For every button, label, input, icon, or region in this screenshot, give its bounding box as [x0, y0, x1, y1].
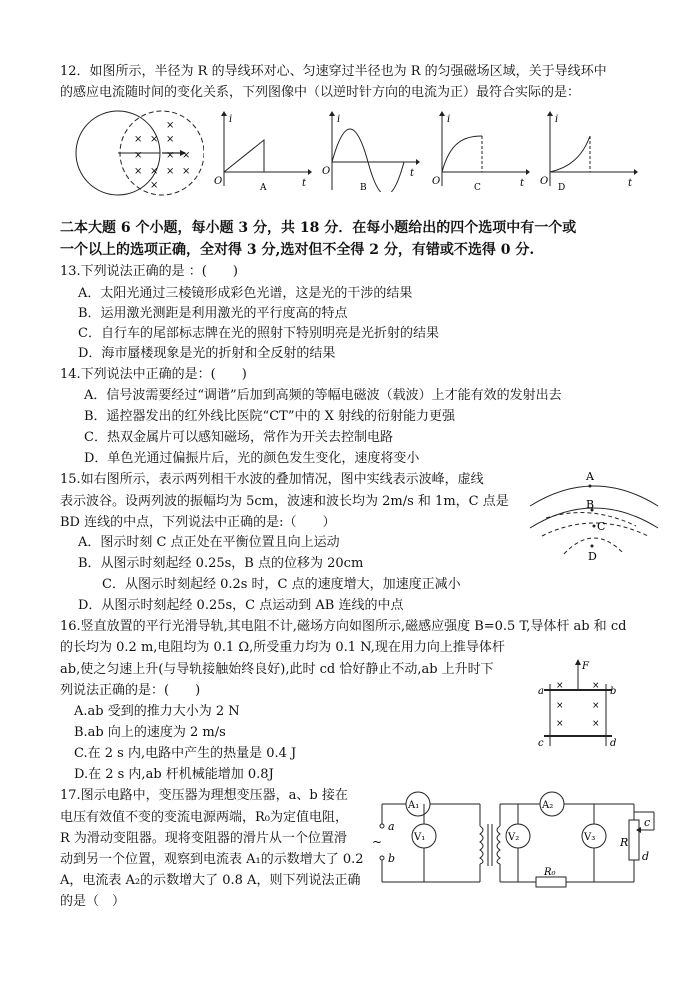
q16-fig-label-f: F	[582, 661, 589, 672]
svg-text:×: ×	[182, 150, 191, 161]
q13-stem: 13.下列说法正确的是 ：( )	[60, 264, 238, 279]
graph-c-axis-i: i	[447, 114, 451, 125]
q14-option-b: B．遥控器发出的红外线比医院“CT”中的 X 射线的衍射能力更强	[84, 409, 455, 424]
q14-option-c: C．热双金属片可以感知磁场，常作为开关去控制电路	[84, 430, 393, 445]
q16-line4: 列说法正确的是：( )	[60, 683, 201, 698]
q12-line1: 12．如图所示，半径为 R 的导线环对心、匀速穿过半径也为 R 的匀强磁场区域，关于导线环中	[60, 64, 607, 79]
svg-text:×: ×	[134, 166, 143, 177]
q12-ring-field-figure	[74, 108, 204, 198]
q16-option-d: D.在 2 s 内,ab 杆机械能增加 0.8J	[74, 767, 274, 782]
q15-fig-label-d: D	[588, 550, 597, 563]
q15-fig-label-a: A	[586, 470, 594, 483]
svg-text:×: ×	[182, 166, 191, 177]
q17-line4: 动到另一个位置，观察到电流表 A₁的示数增大了 0.2	[60, 852, 364, 867]
q17-line2: 电压有效值不变的变流电源两端，R₀为定值电阻，	[60, 810, 348, 825]
q15-option-b: B．从图示时刻起经 0.25s，B 点的位移为 20cm	[78, 556, 364, 571]
graph-d-axis-i: i	[555, 114, 559, 125]
q17-line3: R 为滑动变阻器。现将变阻器的滑片从一个位置滑	[60, 831, 347, 846]
q17-label-r: R	[620, 836, 629, 849]
q14-option-d: D．单色光通过偏振片后，光的颜色发生变化，速度将变小	[84, 451, 420, 466]
q16-line2: 的长均为 0.2 m,电阻均为 0.1 Ω,所受重力均为 0.1 N,现在用力向上推导体杆	[60, 640, 505, 655]
q15-line1: 15.如右图所示，表示两列相干水波的叠加情况，图中实线表示波峰，虚线	[60, 472, 484, 487]
q15-option-a: A．图示时刻 C 点正处在平衡位置且向上运动	[78, 535, 340, 550]
q15-option-d: D．从图示时刻起经 0.25s，C 点运动到 AB 连线的中点	[78, 598, 404, 613]
svg-text:×: ×	[592, 701, 600, 711]
q17-label-v2: V₂	[508, 832, 520, 843]
graph-d-axis-t: t	[628, 178, 633, 189]
graph-c-origin: O	[432, 176, 441, 187]
q16-fig-label-a: a	[538, 686, 544, 697]
q12-graph-a	[212, 110, 312, 192]
q16-rail-figure	[536, 656, 626, 752]
q16-option-b: B.ab 向上的速度为 2 m/s	[74, 725, 226, 740]
svg-text:×: ×	[150, 134, 159, 145]
q13-option-c: C．自行车的尾部标志牌在光的照射下特别明亮是光折射的结果	[78, 326, 439, 341]
svg-text:×: ×	[134, 150, 143, 161]
q14-option-a: A．信号波需要经过“调谐”后加到高频的等幅电磁波（载波）上才能有效的发射出去	[84, 388, 562, 403]
q12-graph-b	[320, 110, 420, 192]
svg-text:×: ×	[556, 701, 564, 711]
q17-label-c: c	[644, 816, 651, 829]
svg-text:×: ×	[166, 150, 175, 161]
graph-b-origin: O	[322, 166, 331, 177]
graph-b-axis-t: t	[410, 168, 415, 179]
q17-line6: 的是（ ）	[60, 894, 126, 909]
svg-text:×: ×	[556, 719, 564, 729]
q12-line2: 的感应电流随时间的变化关系，下列图像中（以逆时针方向的电流为正）最符合实际的是：	[60, 85, 581, 100]
section2-line1: 二本大题 6 个小题，每小题 3 分，共 18 分．在每小题给出的四个选项中有一个或	[60, 220, 577, 236]
graph-b-label: B	[360, 183, 367, 192]
q17-line5: A，电流表 A₂的示数增大了 0.8 A，则下列说法正确	[60, 873, 361, 888]
svg-text:×: ×	[134, 134, 143, 145]
q16-fig-label-d: d	[610, 738, 617, 749]
svg-text:×: ×	[150, 180, 159, 191]
q16-line3: ab,使之匀速上升(与导轨接触始终良好),此时 cd 恰好静止不动,ab 上升时下	[60, 662, 494, 677]
q17-label-d: d	[642, 850, 650, 863]
svg-text:×: ×	[166, 120, 175, 131]
graph-b-axis-i: i	[337, 114, 341, 125]
q13-option-d: D．海市蜃楼现象是光的折射和全反射的结果	[78, 346, 336, 361]
svg-text:×: ×	[592, 719, 600, 729]
q15-fig-label-c: C	[597, 520, 606, 533]
q17-label-a2: A₂	[542, 800, 554, 811]
graph-a-axis-i: i	[229, 114, 233, 125]
graph-c-label: C	[474, 183, 481, 192]
q16-option-a: A.ab 受到的推力大小为 2 N	[74, 704, 240, 719]
q16-option-c: C.在 2 s 内,电路中产生的热量是 0.4 J	[74, 746, 297, 761]
q15-fig-label-b: B	[586, 498, 595, 511]
q17-label-r0: R₀	[544, 867, 556, 878]
graph-d-label: D	[558, 183, 566, 192]
q17-label-v3: V₃	[584, 832, 596, 843]
q17-label-a1: A₁	[408, 800, 420, 811]
q13-option-b: B．运用激光测距是利用激光的平行度高的特点	[78, 306, 348, 321]
svg-text:×: ×	[166, 166, 175, 177]
graph-a-label: A	[260, 183, 267, 192]
q15-line3: BD 连线的中点，下列说法中正确的是:（ ）	[60, 515, 336, 530]
q15-option-c: C．从图示时刻起经 0.2s 时，C 点的速度增大，加速度正减小	[102, 577, 461, 592]
graph-a-axis-t: t	[302, 178, 307, 189]
q17-circuit-figure	[368, 786, 668, 896]
q17-label-v1: V₁	[414, 832, 426, 843]
q17-label-a: a	[388, 820, 395, 833]
graph-a-origin: O	[214, 176, 223, 187]
q17-label-source: ~	[372, 835, 383, 849]
graph-d-origin: O	[540, 176, 549, 187]
svg-text:×: ×	[592, 681, 600, 691]
q17-label-b: b	[388, 852, 396, 865]
q14-stem: 14.下列说法中正确的是：( )	[60, 367, 247, 382]
svg-text:×: ×	[556, 681, 564, 691]
q16-fig-label-b: b	[610, 686, 617, 697]
q12-graph-c	[430, 110, 530, 192]
q12-graph-d	[538, 110, 638, 192]
q15-wave-figure	[524, 466, 664, 564]
q17-line1: 17.图示电路中，变压器为理想变压器，a、b 接在	[60, 788, 348, 803]
graph-c-axis-t: t	[520, 178, 525, 189]
section2-line2: 一个以上的选项正确，全对得 3 分,选对但不全得 2 分，有错或不选得 0 分.	[60, 242, 535, 258]
q16-line1: 16.竖直放置的平行光滑导轨,其电阻不计,磁场方向如图所示,磁感应强度 B=0.5 T,导体杆 ab 和 cd	[60, 619, 627, 634]
svg-text:×: ×	[166, 134, 175, 145]
q16-fig-label-c: c	[538, 738, 544, 749]
q15-line2: 表示波谷。设两列波的振幅均为 5cm，波速和波长均为 2m/s 和 1m，C 点是	[60, 494, 509, 509]
svg-text:×: ×	[150, 166, 159, 177]
q13-option-a: A．太阳光通过三棱镜形成彩色光谱，这是光的干涉的结果	[78, 286, 413, 301]
